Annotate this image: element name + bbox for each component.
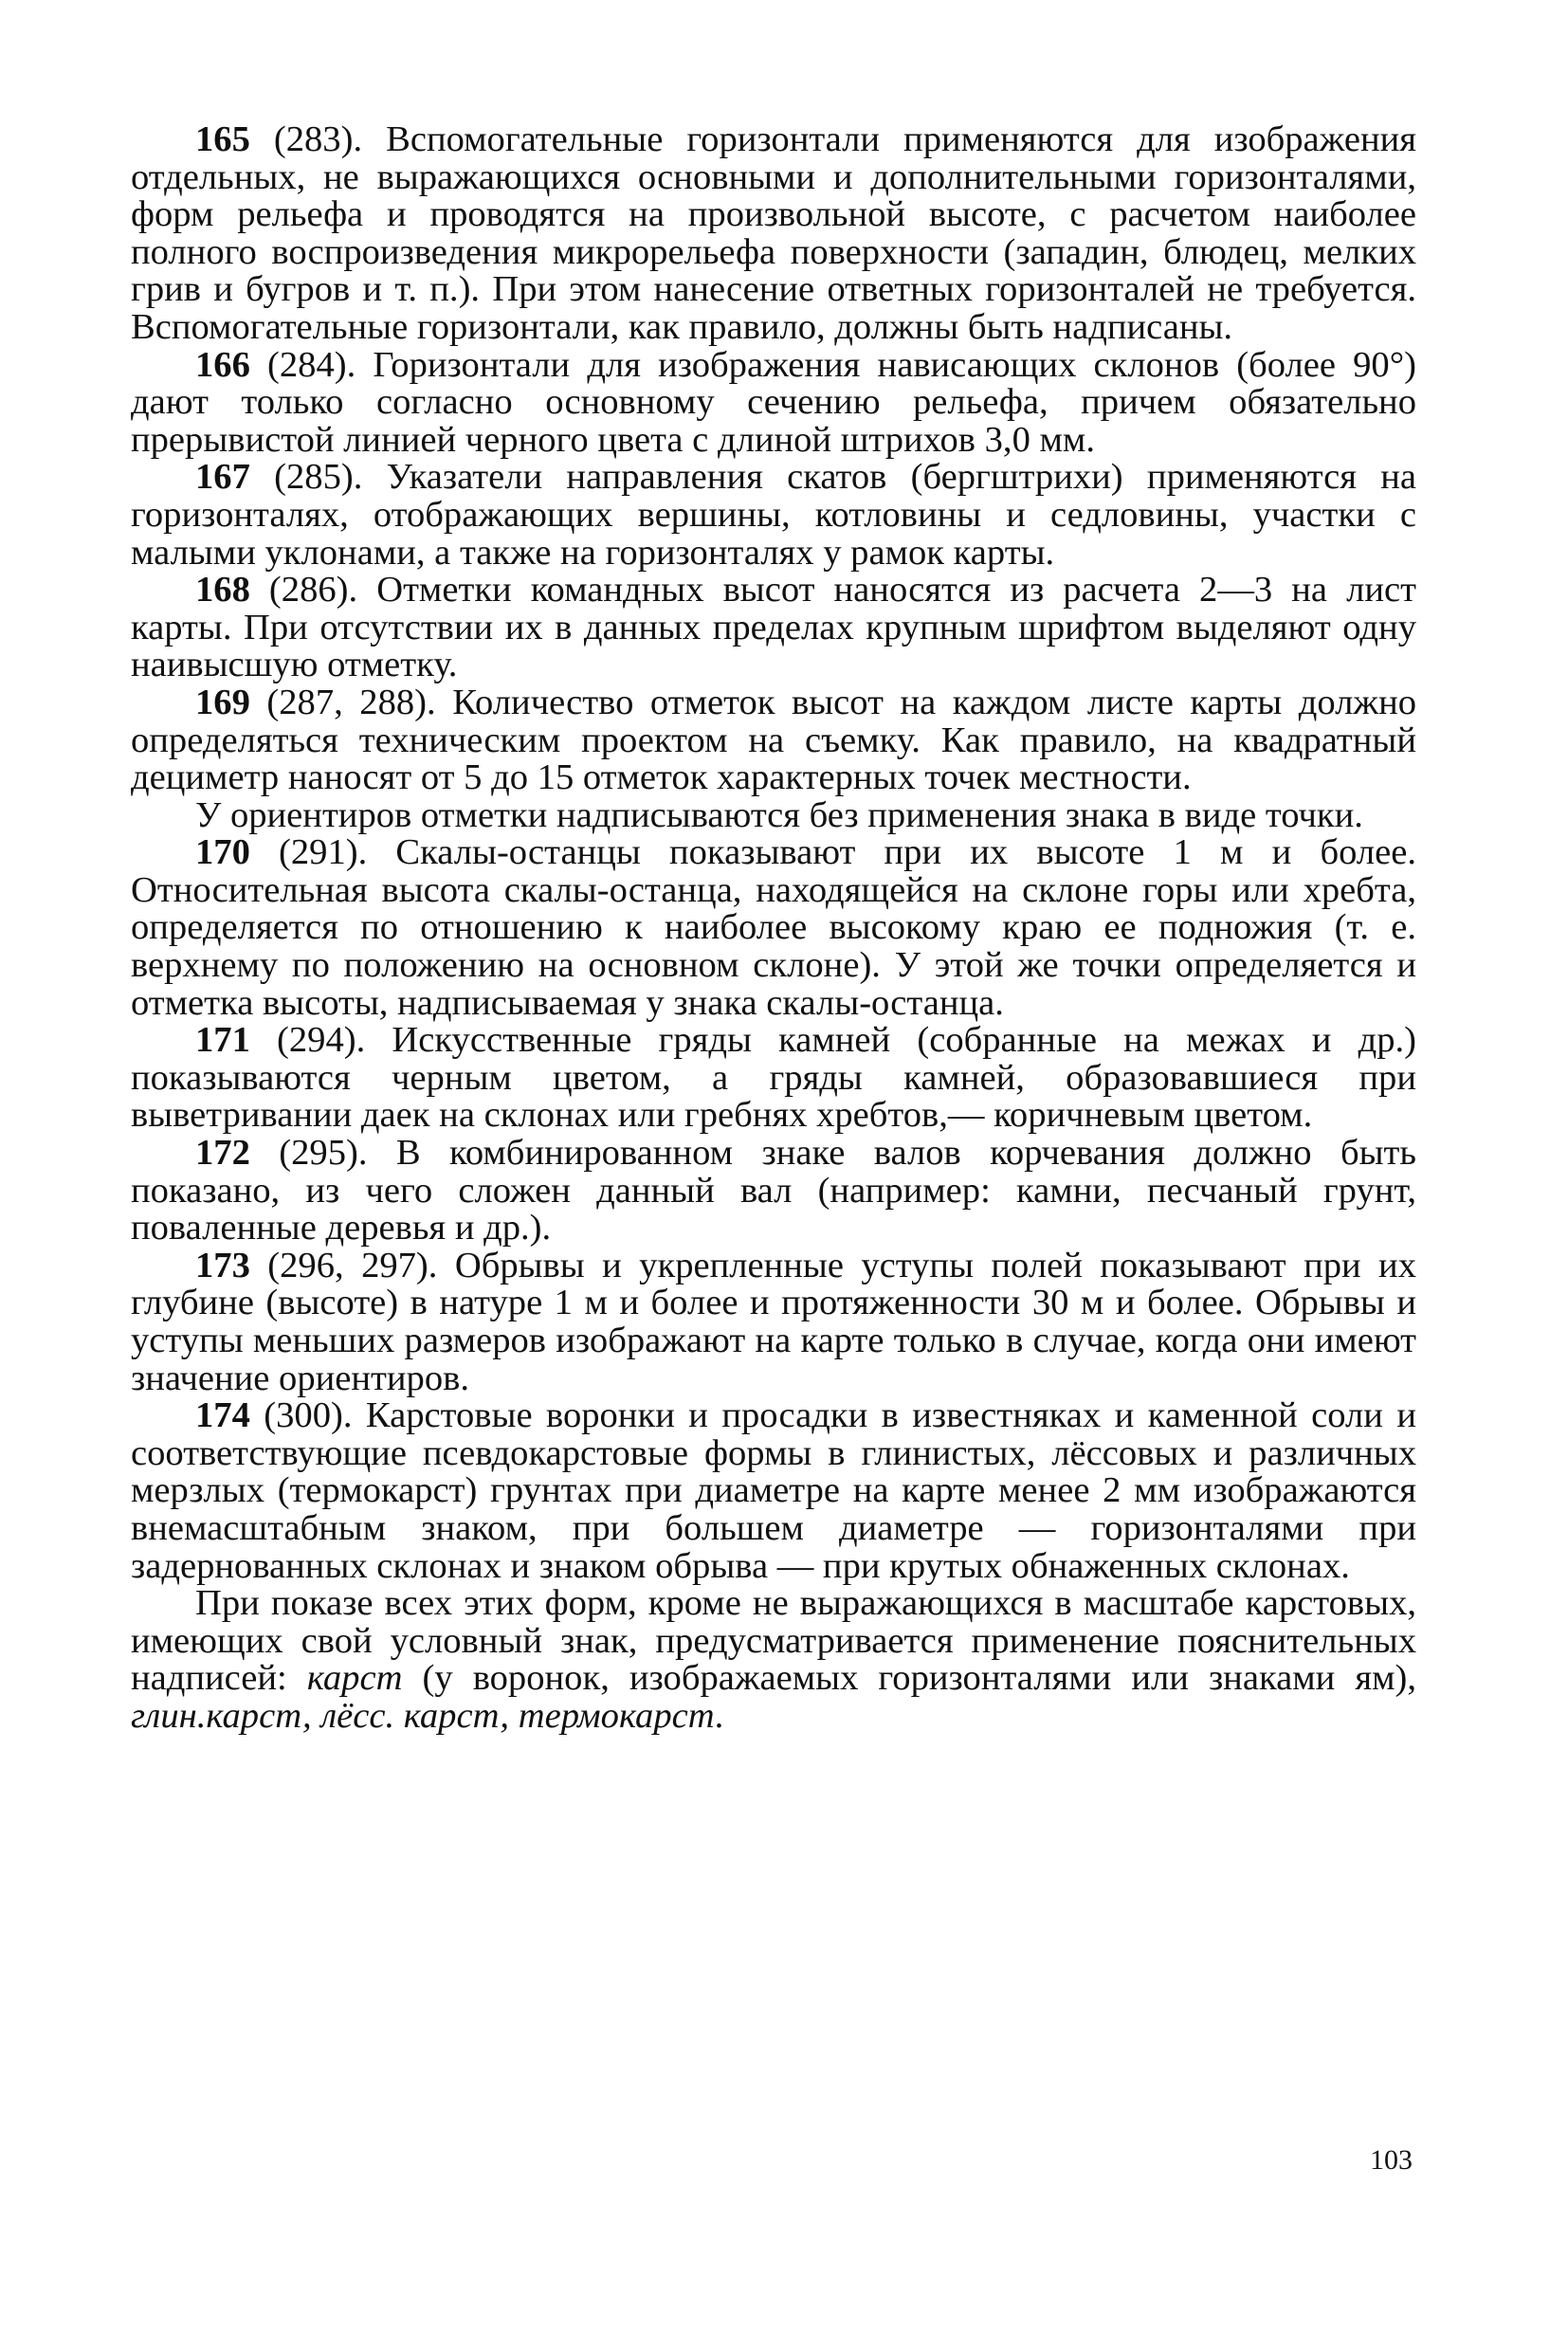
item-number: 165 bbox=[195, 119, 250, 159]
paragraph-text: (296, 297). Обрывы и укрепленные уступы полей показывают при их глубине (высоте) в натуре 1 м и более и протяженности 30 м и более. Обрывы и уступы меньших размеров изображают на карте только в случае, когда они имеют значение ориентиров. bbox=[131, 1245, 1416, 1398]
paragraph-karst-labels bbox=[131, 1585, 1416, 1735]
item-number: 170 bbox=[195, 832, 250, 873]
paragraph-landmarks bbox=[131, 794, 1416, 835]
paragraph-170 bbox=[131, 834, 1416, 1022]
body-text bbox=[131, 121, 1416, 1736]
paragraph-text: (291). Скалы-останцы показывают при их высоте 1 м и более. Относительная высота скалы-останца, находящейся на склоне горы или хребта, определяется по отношению к наиболее высокому краю ее подножия (т. е. верхнему по положению на основном склоне). У этой же точки определяется и отметка высоты, надписываемая у знака скалы-останца. bbox=[131, 832, 1416, 1023]
italic-term: глин.карст, лёсс. карст, термокарст bbox=[131, 1695, 715, 1736]
item-number: 172 bbox=[195, 1133, 250, 1174]
paragraph-167 bbox=[131, 459, 1416, 572]
item-number: 167 bbox=[195, 457, 250, 498]
paragraph-text: (286). Отметки командных высот наносятся из расчета 2—3 на лист карты. При отсутствии их в данных пределах крупным шрифтом выделяют одну наивысшую отметку. bbox=[131, 570, 1416, 685]
paragraph-text: (285). Указатели направления скатов (бергштрихи) применяются на горизонталях, отображающих вершины, котловины и седловины, участки с малыми уклонами, а также на горизонталях у рамок карты. bbox=[131, 457, 1416, 573]
item-number: 169 bbox=[195, 682, 250, 722]
paragraph-text: (294). Искусственные гряды камней (собранные на межах и др.) показываются черным цветом, а гряды камней, образовавшиеся при выветривании даек на склонах или гребнях хребтов,— коричневым цветом. bbox=[131, 1020, 1416, 1136]
paragraph-text: . bbox=[714, 1695, 724, 1736]
paragraph-text: (у воронок, изображаемых горизонталями или знаками ям), bbox=[402, 1658, 1416, 1699]
item-number: 168 bbox=[195, 570, 250, 611]
paragraph-172 bbox=[131, 1135, 1416, 1248]
paragraph-174 bbox=[131, 1397, 1416, 1585]
italic-term: карст bbox=[306, 1658, 403, 1699]
paragraph-text: (295). В комбинированном знаке валов корчевания должно быть показано, из чего сложен данный вал (например: камни, песчаный грунт, поваленные деревья и др.). bbox=[131, 1133, 1416, 1248]
item-number: 171 bbox=[195, 1020, 250, 1061]
item-number: 173 bbox=[195, 1245, 250, 1285]
paragraph-text: У ориентиров отметки надписываются без применения знака в виде точки. bbox=[195, 794, 1363, 835]
paragraph-text: При показе всех этих форм, кроме не выражающихся в масштабе карстовых, имеющих свой условный знак, предусматривается применение пояснительных надписей: bbox=[131, 1583, 1416, 1699]
paragraph-171 bbox=[131, 1022, 1416, 1135]
paragraph-169 bbox=[131, 684, 1416, 797]
paragraph-text: (287, 288). Количество отметок высот на каждом листе карты должно определяться техническим проектом на съемку. Как правило, на квадратный дециметр наносят от 5 до 15 отметок характерных точек местности. bbox=[131, 682, 1416, 798]
paragraph-text: (283). Вспомогательные горизонтали применяются для изображения отдельных, не выражающихся основными и дополнительными горизонталями, форм рельефа и проводятся на произвольной высоте, с расчетом наиболее полного воспроизведения микрорельефа поверхности (западин, блюдец, мелких грив и бугров и т. п.). При этом нанесение ответных горизонталей не требуется. Вспомогательные горизонтали, как правило, должны быть надписаны. bbox=[131, 119, 1416, 347]
item-number: 174 bbox=[195, 1395, 250, 1436]
item-number: 166 bbox=[195, 344, 250, 385]
paragraph-168 bbox=[131, 572, 1416, 684]
paragraph-165 bbox=[131, 121, 1416, 347]
paragraph-173 bbox=[131, 1245, 1416, 1398]
paragraph-text: (284). Горизонтали для изображения нависающих склонов (более 90°) дают только согласно основному сечению рельефа, причем обязательно прерывистой линией черного цвета с длиной штрихов 3,0 мм. bbox=[131, 344, 1416, 460]
paragraph-text: (300). Карстовые воронки и просадки в известняках и каменной соли и соответствующие псевдокарстовые формы в глинистых, лёссовых и различных мерзлых (термокарст) грунтах при диаметре на карте менее 2 мм изображаются внемасштабным знаком, при большем диаметре — горизонталями при задернованных склонах и знаком обрыва — при крутых обнаженных склонах. bbox=[131, 1395, 1416, 1586]
paragraph-166 bbox=[131, 344, 1416, 460]
page-number: 103 bbox=[1370, 2144, 1413, 2176]
